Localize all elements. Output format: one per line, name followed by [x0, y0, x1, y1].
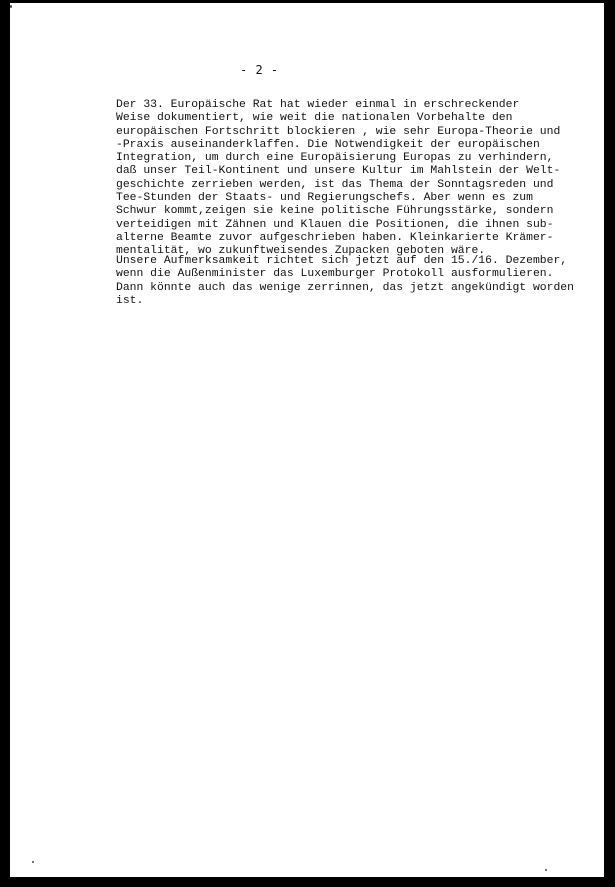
scan-speck [545, 869, 547, 871]
text-line: -Praxis auseinanderklaffen. Die Notwendigkeit der europäischen [116, 138, 540, 151]
text-line: Tee-Stunden der Staats- und Regierungschefs. Aber wenn es zum [116, 192, 533, 205]
text-line: Der 33. Europäische Rat hat wieder einmal in erschreckender [116, 99, 520, 111]
text-line: verteidigen mit Zähnen und Klauen die Positionen, die ihnen sub- [116, 218, 554, 231]
text-line: wenn die Außenminister das Luxemburger Protokoll ausformulieren. [116, 268, 554, 281]
text-line: ist. [116, 294, 144, 307]
page-number: - 2 - [240, 63, 279, 77]
text-line: mentalität, wo zukunftweisendes Zupacken geboten wäre. [116, 245, 486, 258]
text-line: Unsere Aufmerksamkeit richtet sich jetzt auf den 15./16. Dezember, [116, 255, 568, 267]
paragraph-1 [116, 99, 586, 259]
text-line: europäischen Fortschritt blockieren , wie sehr Europa-Theorie und [116, 125, 561, 138]
text-line: Integration, um durch eine Europäisierung Europas zu verhindern, [116, 152, 554, 165]
paragraph-2 [116, 255, 586, 308]
text-line: Schwur kommt,zeigen sie keine politische Führungsstärke, sondern [116, 205, 554, 218]
text-line: geschichte zerrieben werden, ist das Thema der Sonntagsreden und [116, 178, 554, 191]
scan-speck [10, 5, 12, 8]
scan-speck [32, 861, 34, 863]
document-page [10, 3, 604, 877]
text-line: daß unser Teil-Kontinent und unsere Kultur im Mahlstein der Welt- [116, 165, 561, 178]
text-line: Dann könnte auch das wenige zerrinnen, das jetzt angekündigt worden [116, 281, 574, 294]
text-line: alterne Beamte zuvor aufgeschrieben haben. Kleinkarierte Krämer- [116, 231, 554, 244]
text-line: Weise dokumentiert, wie weit die nationalen Vorbehalte den [116, 112, 513, 125]
